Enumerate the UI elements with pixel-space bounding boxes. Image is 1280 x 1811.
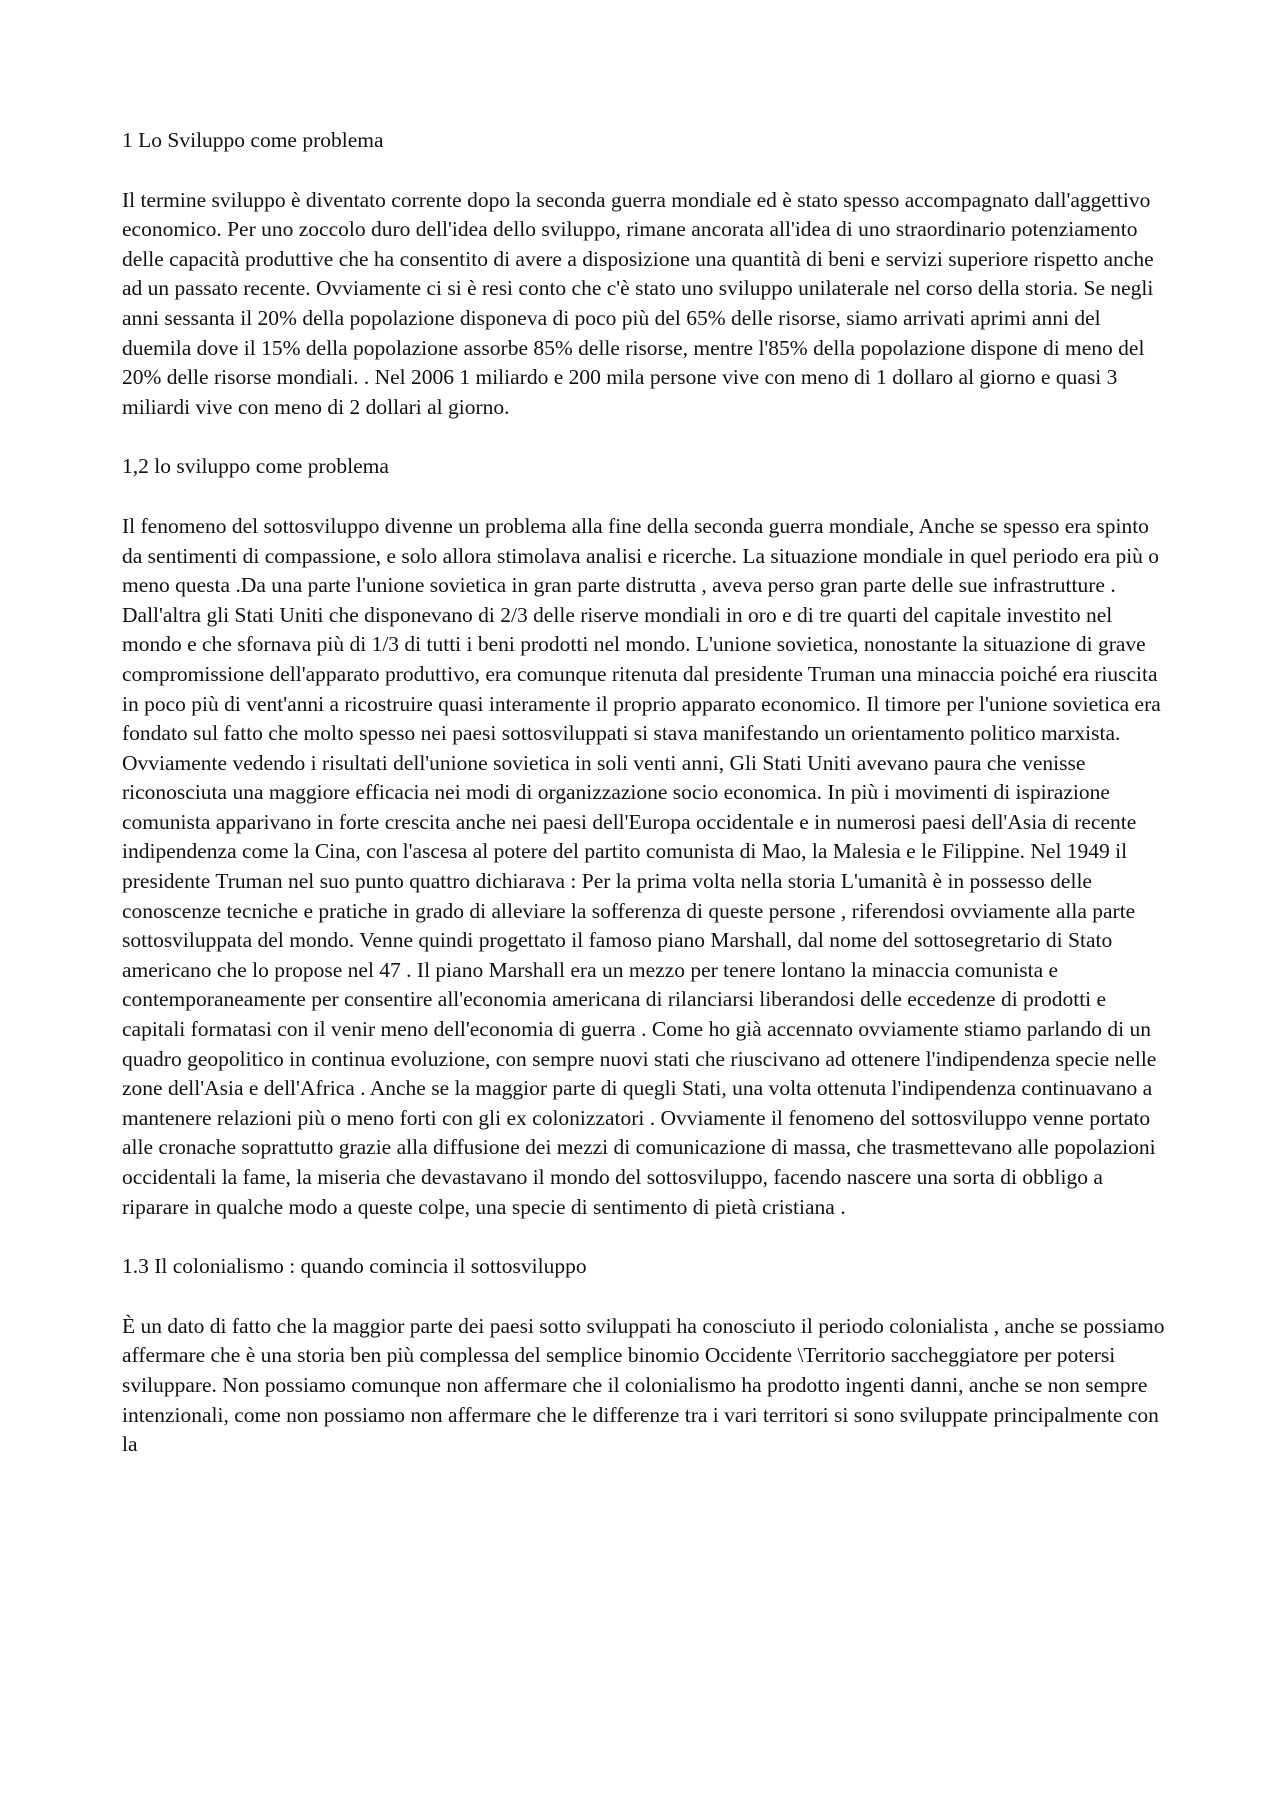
section-heading: 1,2 lo sviluppo come problema <box>122 454 389 479</box>
section-3 <box>122 1252 1172 1460</box>
paragraph: Il fenomeno del sottosviluppo divenne un problema alla fine della seconda guerra mondiale, Anche se spesso era spinto da sentimenti di compassione, e solo allora stimolava analisi e ricerche. La situazione mondiale in quel periodo era più o meno questa .Da una parte l'unione sovietica in gran parte distrutta , aveva perso gran parte delle sue infrastrutture . Dall'altra gli Stati Uniti che disponevano di 2/3 delle riserve mondiali in oro e di tre quarti del capitale investito nel mondo e che sfornava più di 1/3 di tutti i beni prodotti nel mondo. L'unione sovietica, nonostante la situazione di grave compromissione dell'apparato produttivo, era comunque ritenuta dal presidente Truman una minaccia poiché era riuscita in poco più di vent'anni a ricostruire quasi interamente il proprio apparato economico. Il timore per l'unione sovietica era fondato sul fatto che molto spesso nei paesi sottosviluppati si stava manifestando un orientamento politico marxista. Ovviamente vedendo i risultati dell'unione sovietica in soli venti anni, Gli Stati Uniti avevano paura che venisse riconosciuta una maggiore efficacia nei modi di organizzazione socio economica. In più i movimenti di ispirazione comunista apparivano in forte crescita anche nei paesi dell'Europa occidentale e in numerosi paesi dell'Asia di recente indipendenza come la Cina, con l'ascesa al potere del partito comunista di Mao, la Malesia e le Filippine. Nel 1949 il presidente Truman nel suo punto quattro dichiarava : Per la prima volta nella storia L'umanità è in possesso delle conoscenze tecniche e pratiche in grado di alleviare la sofferenza di queste persone , riferendosi ovviamente alla parte sottosviluppata del mondo. Venne quindi progettato il famoso piano Marshall, dal nome del sottosegretario di Stato americano che lo propose nel 47 . Il piano Marshall era un mezzo per tenere lontano la minaccia comunista e contemporaneamente per consentire all'economia americana di rilanciarsi liberandosi delle eccedenze di prodotti e capitali formatasi con il venir meno dell'economia di guerra . Come ho già accennato ovviamente stiamo parlando di un quadro geopolitico in continua evoluzione, con sempre nuovi stati che riuscivano ad ottenere l'indipendenza specie nelle zone dell'Asia e dell'Africa . Anche se la maggior parte di quegli Stati, una volta ottenuta l'indipendenza continuavano a mantenere relazioni più o meno forti con gli ex colonizzatori . Ovviamente il fenomeno del sottosviluppo venne portato alle cronache soprattutto grazie alla diffusione dei mezzi di comunicazione di massa, che trasmettevano alle popolazioni occidentali la fame, la miseria che devastavano il mondo del sottosviluppo, facendo nascere una sorta di obbligo a riparare in qualche modo a queste colpe, una specie di sentimento di pietà cristiana . <box>122 513 1161 1219</box>
paragraph: È un dato di fatto che la maggior parte dei paesi sotto sviluppati ha conosciuto il periodo colonialista , anche se possiamo affermare che è una storia ben più complessa del semplice binomio Occidente \Territorio saccheggiatore per potersi sviluppare. Non possiamo comunque non affermare che il colonialismo ha prodotto ingenti danni, anche se non sempre intenzionali, come non possiamo non affermare che le differenze tra i vari territori si sono sviluppate principalmente con la <box>122 1313 1165 1457</box>
section-1 <box>122 126 1172 422</box>
section-2 <box>122 452 1172 1222</box>
section-heading: 1.3 Il colonialismo : quando comincia il sottosviluppo <box>122 1254 587 1279</box>
section-heading: 1 Lo Sviluppo come problema <box>122 128 384 152</box>
document-body <box>122 126 1172 1490</box>
paragraph: Il termine sviluppo è diventato corrente dopo la seconda guerra mondiale ed è stato spesso accompagnato dall'aggettivo economico. Per uno zoccolo duro dell'idea dello sviluppo, rimane ancorata all'idea di uno straordinario potenziamento delle capacità produttive che ha consentito di avere a disposizione una quantità di beni e servizi superiore rispetto anche ad un passato recente. Ovviamente ci si è resi conto che c'è stato uno sviluppo unilaterale nel corso della storia. Se negli anni sessanta il 20% della popolazione disponeva di poco più del 65% delle risorse, siamo arrivati aprimi anni del duemila dove il 15% della popolazione assorbe 85% delle risorse, mentre l'85% della popolazione dispone di meno del 20% delle risorse mondiali. . Nel 2006 1 miliardo e 200 mila persone vive con meno di 1 dollaro al giorno e quasi 3 miliardi vive con meno di 2 dollari al giorno. <box>122 187 1154 419</box>
